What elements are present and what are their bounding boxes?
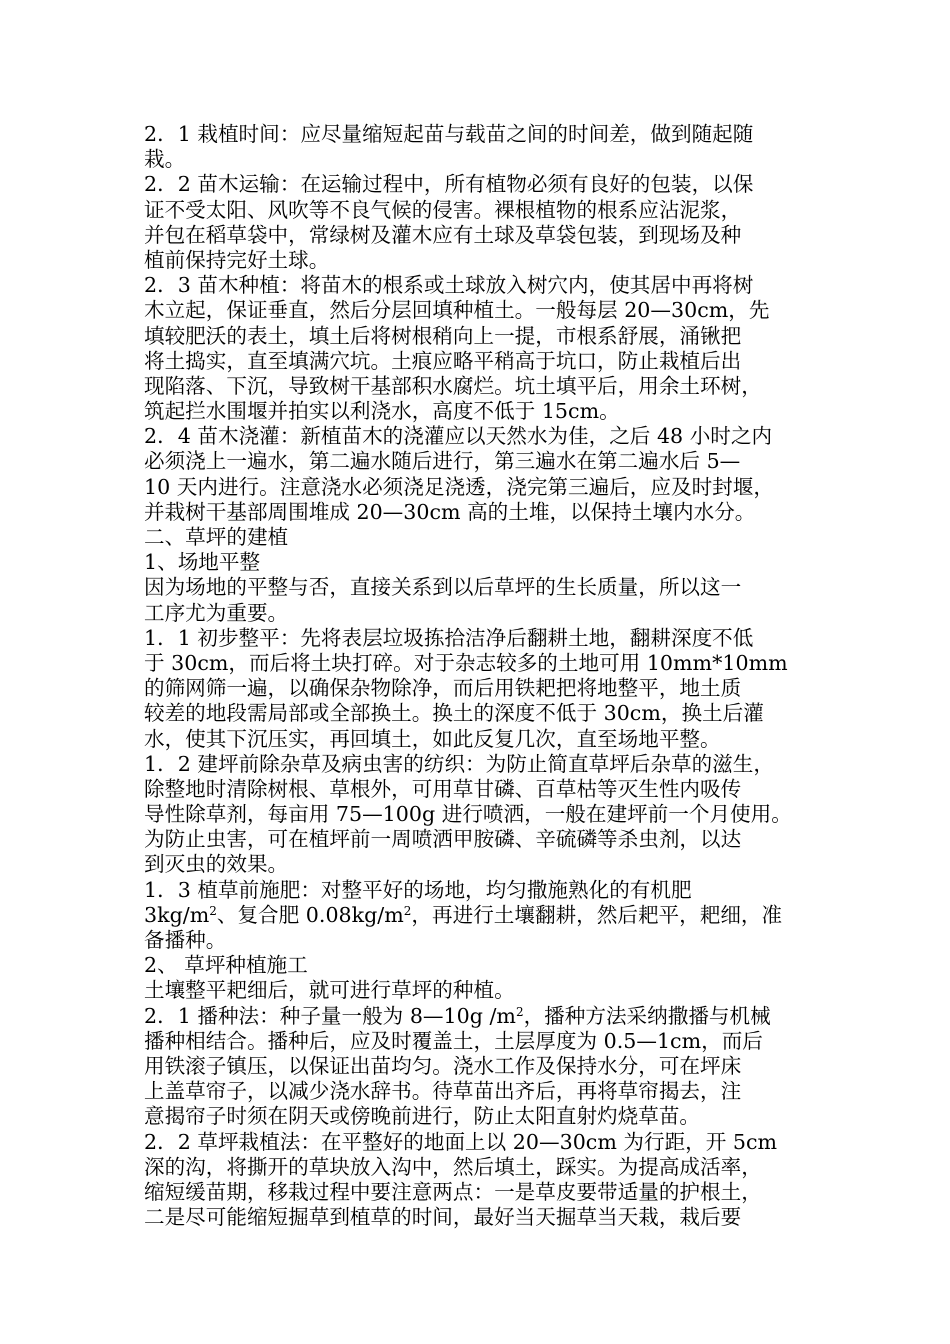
text-line: [144, 550, 824, 575]
text-segment: 较差的地段需局部或全部换土。换土的深度不低于 30cm，换土后灌: [144, 701, 764, 726]
text-line: [144, 1029, 824, 1054]
text-line: [144, 172, 824, 197]
text-line: [144, 601, 824, 626]
text-segment: 3kg/m: [144, 902, 210, 927]
text-line: [144, 978, 824, 1003]
text-segment: 植前保持完好土球。: [144, 247, 330, 272]
text-line: [144, 777, 824, 802]
text-segment: 缩短缓苗期，移栽过程中要注意两点：一是草皮要带适量的护根土，: [144, 1179, 762, 1204]
text-segment: 上盖草帘子，以减少浇水辞书。待草苗出齐后，再将草帘揭去，注: [144, 1079, 742, 1104]
text-line: [144, 147, 824, 172]
text-line: [144, 298, 824, 323]
text-segment: 2．4 苗木浇灌：新植苗木的浇灌应以天然水为佳，之后 48 小时之内: [144, 424, 773, 449]
text-segment: 填较肥沃的表土，填土后将树根稍向上一提，市根系舒展，涌锹把: [144, 323, 742, 348]
superscript: 2: [515, 1004, 524, 1019]
text-line: [144, 727, 824, 752]
text-segment: 证不受太阳、风吹等不良气候的侵害。裸根植物的根系应沾泥浆，: [144, 197, 742, 222]
text-line: [144, 701, 824, 726]
text-segment: 二、草坪的建植: [144, 525, 289, 549]
text-segment: 筑起拦水围堰并拍实以利浇水，高度不低于 15cm。: [144, 399, 620, 424]
text-line: [144, 852, 824, 877]
text-segment: 2．1 栽植时间：应尽量缩短起苗与载苗之间的时间差，做到随起随: [144, 122, 754, 146]
text-line: [144, 223, 824, 248]
text-line: [144, 626, 824, 651]
text-line: [144, 1180, 824, 1205]
text-line: [144, 1205, 824, 1230]
text-segment: 因为场地的平整与否，直接关系到以后草坪的生长质量，所以这一: [144, 575, 742, 600]
text-segment: 2．2 草坪栽植法：在平整好的地面上以 20—30cm 为行距，开 5cm: [144, 1129, 778, 1154]
text-line: [144, 953, 824, 978]
text-segment: 的筛网筛一遍，以确保杂物除净，而后用铁耙把将地整平，地土质: [144, 676, 742, 701]
text-segment: 1．1 初步整平：先将表层垃圾拣拾洁净后翻耕土地，翻耕深度不低: [144, 625, 754, 650]
text-line: [144, 827, 824, 852]
text-line: [144, 1004, 824, 1029]
text-line: [144, 248, 824, 273]
text-line: [144, 1130, 824, 1155]
text-line: [144, 374, 824, 399]
text-segment: 将土捣实，直至填满穴坑。土痕应略平稍高于坑口，防止栽植后出: [144, 348, 742, 373]
text-segment: 除整地时清除树根、草根外，可用草甘磷、百草枯等灭生性内吸传: [144, 776, 742, 801]
text-line: [144, 802, 824, 827]
text-segment: 2、 草坪种植施工: [144, 953, 308, 978]
text-segment: 、复合肥 0.08kg/m: [216, 902, 404, 927]
text-segment: ，再进行土壤翻耕，然后耙平，耙细，准: [411, 902, 783, 927]
text-segment: 用铁滚子镇压，以保证出苗均匀。浇水工作及保持水分，可在坪床: [144, 1053, 742, 1078]
text-segment: 2．3 苗木种植：将苗木的根系或土球放入树穴内，使其居中再将树: [144, 273, 754, 298]
text-line: [144, 1104, 824, 1129]
text-segment: 1．2 建坪前除杂草及病虫害的纺织：为防止简直草坪后杂草的滋生，: [144, 751, 774, 776]
text-line: [144, 475, 824, 500]
text-line: [144, 575, 824, 600]
document-page: [144, 122, 824, 1230]
text-segment: 栽。: [144, 147, 186, 172]
text-line: [144, 525, 824, 550]
text-segment: 播种相结合。播种后，应及时覆盖土，土层厚度为 0.5—1cm，而后: [144, 1028, 763, 1053]
text-line: [144, 349, 824, 374]
text-segment: 1．3 植草前施肥：对整平好的场地，均匀撒施熟化的有机肥: [144, 877, 692, 902]
text-segment: 工序尤为重要。: [144, 600, 289, 625]
text-segment: 水，使其下沉压实，再回填土，如此反复几次，直至场地平整。: [144, 726, 721, 751]
text-line: [144, 273, 824, 298]
text-segment: 二是尽可能缩短掘草到植草的时间，最好当天掘草当天栽，栽后要: [144, 1205, 742, 1230]
text-line: [144, 1054, 824, 1079]
text-line: [144, 878, 824, 903]
text-segment: 必须浇上一遍水，第二遍水随后进行，第三遍水在第二遍水后 5—: [144, 449, 741, 474]
text-segment: 1、场地平整: [144, 550, 261, 575]
text-line: [144, 424, 824, 449]
text-segment: 现陷落、下沉，导致树干基部积水腐烂。坑土填平后，用余土环树，: [144, 373, 762, 398]
text-line: [144, 198, 824, 223]
text-line: [144, 651, 824, 676]
text-line: [144, 676, 824, 701]
text-segment: 到灭虫的效果。: [144, 852, 289, 877]
text-segment: 并栽树干基部周围堆成 20—30cm 高的土堆，以保持土壤内水分。: [144, 499, 756, 524]
text-line: [144, 1079, 824, 1104]
text-line: [144, 928, 824, 953]
text-segment: 2．1 播种法：种子量一般为 8—10g /m: [144, 1003, 516, 1028]
text-segment: 导性除草剂，每亩用 75—100g 进行喷洒，一般在建坪前一个月使用。: [144, 802, 792, 827]
text-segment: 并包在稻草袋中，常绿树及灌木应有土球及草袋包装，到现场及种: [144, 222, 742, 247]
text-line: [144, 1155, 824, 1180]
text-line: [144, 122, 824, 147]
text-segment: 于 30cm，而后将土块打碎。对于杂志较多的土地可用 10mm*10mm: [144, 650, 788, 675]
text-segment: 2．2 苗木运输：在运输过程中，所有植物必须有良好的包装，以保: [144, 172, 754, 197]
text-segment: 意揭帘子时须在阴天或傍晚前进行，防止太阳直射灼烧草苗。: [144, 1104, 701, 1129]
text-line: [144, 324, 824, 349]
text-segment: 土壤整平耙细后，就可进行草坪的种植。: [144, 978, 515, 1003]
superscript: 2: [403, 903, 412, 918]
text-segment: 木立起，保证垂直，然后分层回填种植土。一般每层 20—30cm，先: [144, 298, 770, 323]
text-line: [144, 500, 824, 525]
text-segment: 备播种。: [144, 928, 227, 952]
text-line: [144, 399, 824, 424]
text-line: [144, 752, 824, 777]
text-segment: 10 天内进行。注意浇水必须浇足浇透，浇完第三遍后，应及时封堰，: [144, 474, 774, 499]
text-segment: 深的沟，将撕开的草块放入沟中，然后填土，踩实。为提高成活率，: [144, 1154, 762, 1179]
text-line: [144, 449, 824, 474]
text-segment: 为防止虫害，可在植坪前一周喷洒甲胺磷、辛硫磷等杀虫剂，以达: [144, 827, 742, 852]
superscript: 2: [209, 903, 217, 918]
text-line: [144, 903, 824, 928]
text-segment: ，播种方法采纳撒播与机械: [523, 1003, 771, 1028]
